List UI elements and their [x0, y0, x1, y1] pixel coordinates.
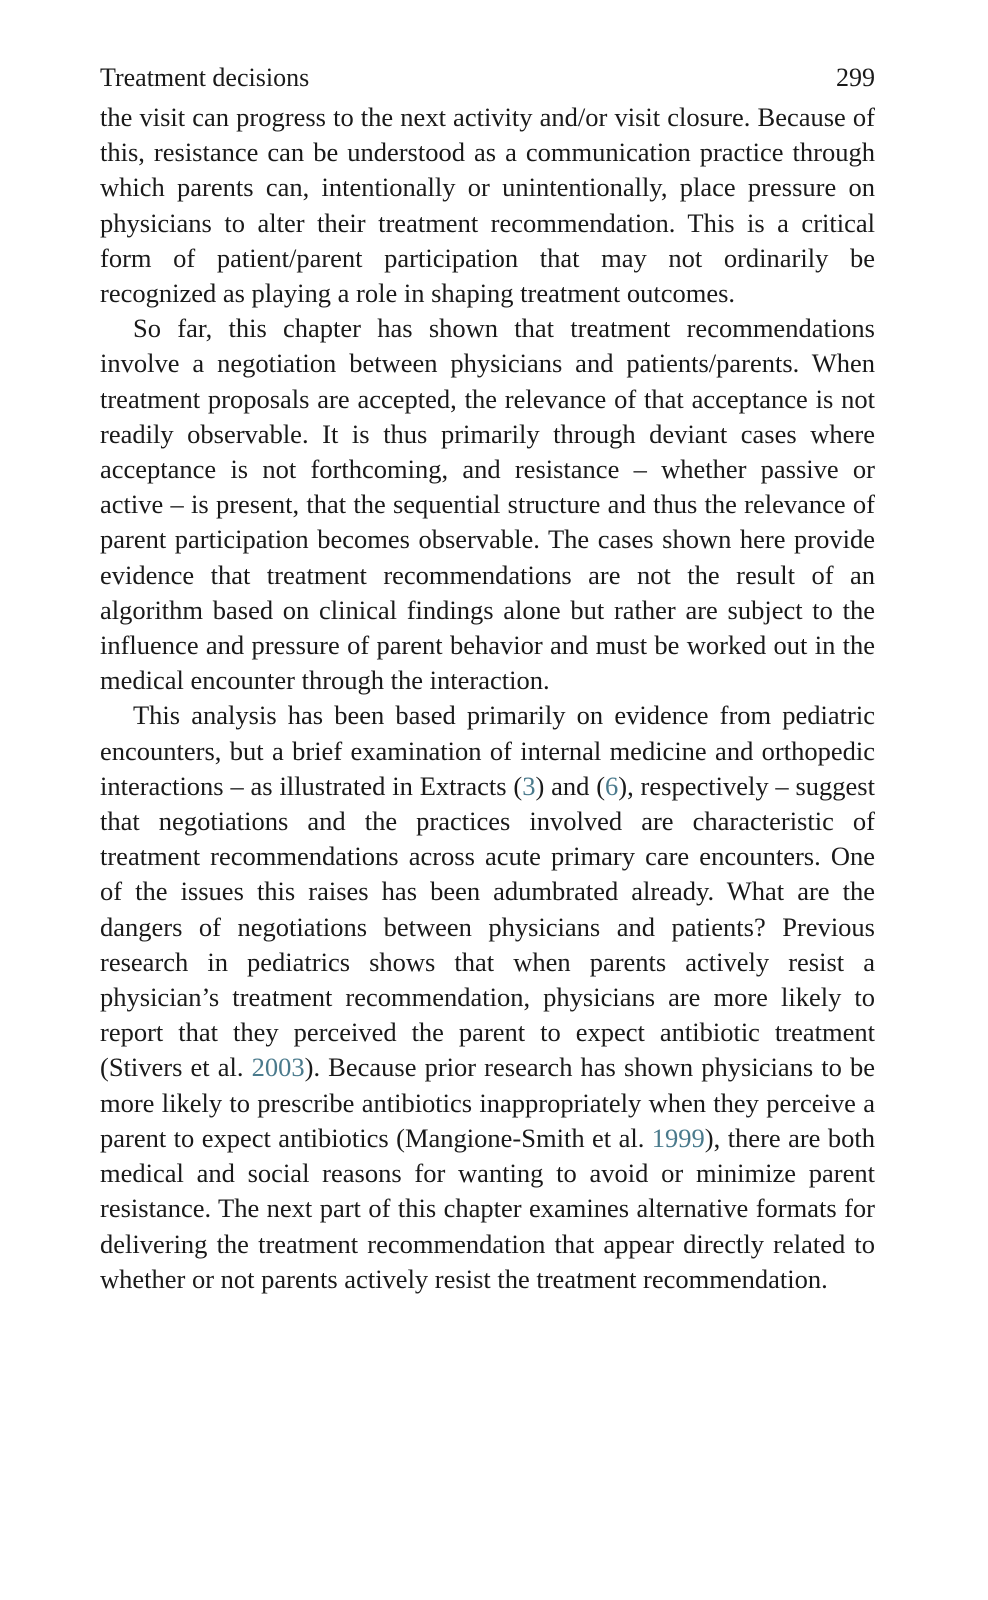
paragraph-analysis: [100, 698, 875, 1296]
text-segment: ). Because prior research has shown physicians to be more likely to prescribe antibiotics inappropriately when they perceive a parent to expect antibiotics (Mangione-Smith et al.: [100, 1052, 875, 1153]
running-header: [100, 60, 875, 96]
text-segment: This analysis has been based primarily on evidence from pediatric encounters, but a brief examination of internal medicine and orthopedic interactions – as illustrated in Extracts (: [100, 700, 875, 801]
citation-mangione-smith-1999-link[interactable]: 1999: [651, 1122, 705, 1153]
text-segment: ), there are both medical and social reasons for wanting to avoid or minimize parent resistance. The next part of this chapter examines alternative formats for delivering the treatment recommendation that appear directly related to whether or not parents actively resist the treatment recommendation.: [100, 1122, 876, 1294]
paragraph-negotiation: So far, this chapter has shown that treatment recommendations involve a negotiation between physicians and patients/parents. When treatment proposals are accepted, the relevance of that acceptance is not readily observable. It is thus primarily through deviant cases where acceptance is not forthcoming, and resistance – whether passive or active – is present, that the sequential structure and thus the relevance of parent participation becomes observable. The cases shown here provide evidence that treatment recommendations are not the result of an algorithm based on clinical findings alone but rather are subject to the influence and pressure of parent behavior and must be worked out in the medical encounter through the interaction.: [100, 313, 875, 696]
extract-6-link[interactable]: 6: [605, 770, 619, 801]
book-page: [100, 60, 875, 1297]
text-segment: ), respectively – suggest that negotiations and the practices involved are characteristic of treatment recommendations across acute primary care encounters. One of the issues this raises has been adumbrated already. What are the dangers of negotiations between physicians and patients? Previous research in pediatrics shows that when parents actively resist a physician’s treatment recommendation, physicians are more likely to report that they perceived the parent to expect antibiotic treatment (Stivers et al.: [100, 770, 875, 1083]
extract-3-link[interactable]: 3: [522, 770, 536, 801]
page-number: 299: [836, 63, 875, 92]
text-segment: ) and (: [535, 770, 606, 801]
citation-stivers-2003-link[interactable]: 2003: [251, 1052, 305, 1083]
body-text: [100, 100, 875, 1297]
paragraph-continuation: the visit can progress to the next activity and/or visit closure. Because of this, resistance can be understood as a communication practice through which parents can, intentionally or unintentionally, place pressure on physicians to alter their treatment recommendation. This is a critical form of patient/parent participation that may not ordinarily be recognized as playing a role in shaping treatment outcomes.: [100, 102, 875, 309]
running-title: Treatment decisions: [100, 63, 310, 92]
